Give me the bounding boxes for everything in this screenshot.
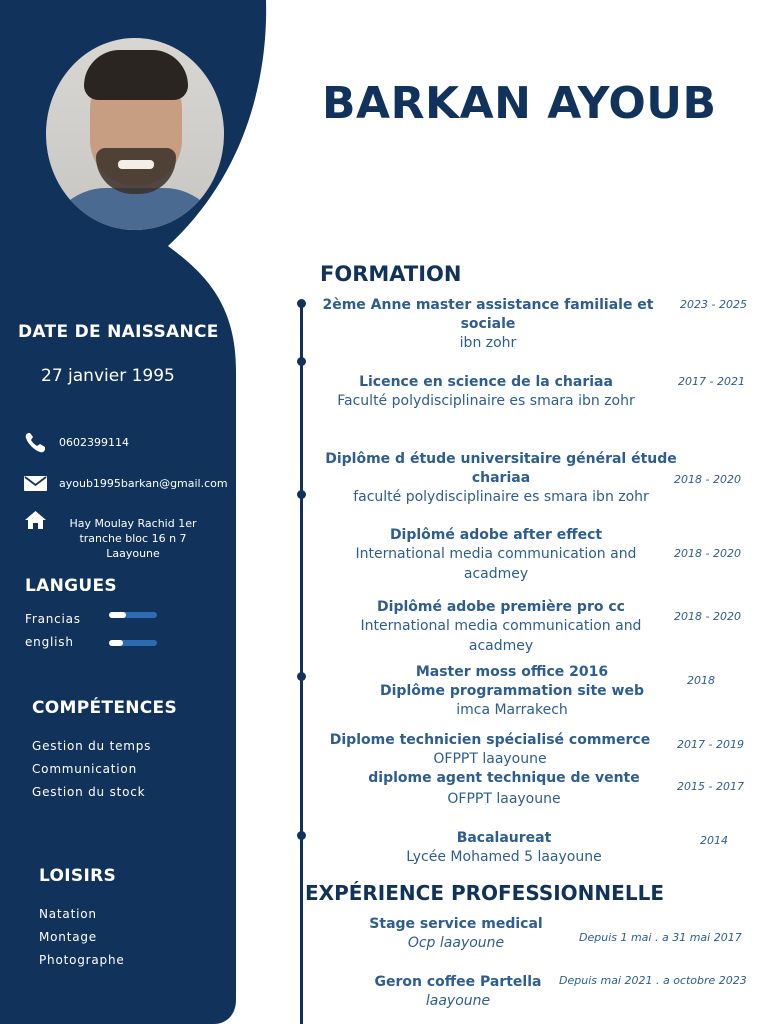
- entry-title: Diplôme programmation site web: [380, 683, 644, 699]
- entry-subtitle: International media communication and: [360, 618, 642, 634]
- formation-entry: [316, 526, 676, 584]
- entry-title: Diplome technicien spécialisé commerce: [329, 732, 651, 748]
- entry-date: Depuis mai 2021 . a octobre 2023: [559, 974, 747, 987]
- formation-entry: [324, 769, 684, 810]
- entry-title: Diplôme d étude universitaire général étude: [325, 451, 677, 467]
- address-line1: Hay Moulay Rachid 1er: [69, 517, 197, 530]
- entry-subtitle: OFPPT laayoune: [433, 751, 547, 767]
- entry-date: 2018 - 2020: [674, 473, 741, 486]
- email-address: ayoub1995barkan@gmail.com: [59, 477, 228, 490]
- language-bar-french: [109, 612, 157, 618]
- entry-subtitle: Ocp laayoune: [407, 935, 505, 951]
- entry-subtitle: Lycée Mohamed 5 laayoune: [406, 849, 602, 865]
- home-icon: [24, 510, 47, 530]
- hobbies-heading: LOISIRS: [39, 866, 117, 886]
- entry-date: 2018: [687, 674, 715, 687]
- skill-item: Communication: [32, 762, 137, 776]
- entry-date: 2017 - 2019: [677, 738, 744, 751]
- birth-heading: DATE DE NAISSANCE: [18, 322, 219, 342]
- formation-entry: [308, 296, 668, 354]
- entry-title: 2ème Anne master assistance familiale et: [322, 297, 654, 313]
- entry-subtitle: Faculté polydisciplinaire es smara ibn zohr: [337, 393, 635, 409]
- timeline-dot: [297, 831, 306, 840]
- formation-entry: [321, 598, 681, 656]
- entry-date: Depuis 1 mai . a 31 mai 2017: [579, 931, 742, 944]
- entry-subtitle: OFPPT laayoune: [447, 791, 561, 807]
- language-label-french: Francias: [25, 612, 81, 626]
- phone-number: 0602399114: [59, 436, 129, 449]
- language-bar-english: [109, 640, 157, 646]
- timeline-line: [300, 300, 303, 1024]
- language-label-english: english: [25, 635, 74, 649]
- entry-subtitle: laayoune: [425, 993, 491, 1009]
- skill-item: Gestion du stock: [32, 785, 146, 799]
- entry-subtitle: acadmey: [463, 565, 529, 582]
- profile-photo: [46, 38, 224, 230]
- entry-title: chariaa: [471, 470, 531, 486]
- entry-date: 2015 - 2017: [677, 780, 744, 793]
- entry-subtitle: acadmey: [468, 637, 534, 654]
- entry-title: Geron coffee Partella: [374, 974, 542, 990]
- entry-subtitle: International media communication and: [355, 546, 637, 562]
- hobby-item: Montage: [39, 930, 97, 944]
- skills-heading: COMPÉTENCES: [32, 698, 177, 718]
- address-line2: tranche bloc 16 n 7: [79, 532, 187, 545]
- entry-title: Bacalaureat: [456, 830, 552, 846]
- candidate-name: BARKAN AYOUB: [322, 78, 717, 129]
- formation-entry: [310, 731, 670, 770]
- entry-title: Licence en science de la chariaa: [359, 374, 613, 390]
- entry-subtitle: ibn zohr: [459, 335, 517, 351]
- skill-item: Gestion du temps: [32, 739, 152, 753]
- entry-subtitle: imca Marrakech: [456, 702, 568, 718]
- entry-title: Diplômé adobe after effect: [389, 527, 603, 543]
- formation-heading: FORMATION: [320, 262, 462, 286]
- timeline-dot: [297, 490, 306, 499]
- timeline-dot: [297, 299, 306, 308]
- entry-date: 2014: [700, 834, 728, 847]
- experience-entry: [306, 915, 606, 954]
- formation-entry: [306, 373, 666, 412]
- entry-date: 2023 - 2025: [680, 298, 747, 311]
- entry-subtitle: faculté polydisciplinaire es smara ibn zohr: [353, 489, 649, 505]
- birth-date: 27 janvier 1995: [41, 366, 175, 386]
- languages-heading: LANGUES: [25, 576, 117, 596]
- entry-title: Diplômé adobe première pro cc: [377, 599, 625, 615]
- entry-title: Master moss office 2016: [415, 664, 609, 680]
- entry-date: 2017 - 2021: [678, 375, 745, 388]
- experience-heading: EXPÉRIENCE PROFESSIONNELLE: [305, 881, 664, 905]
- timeline-dot: [297, 357, 306, 366]
- timeline-dot: [297, 672, 306, 681]
- entry-date: 2018 - 2020: [674, 547, 741, 560]
- entry-title: sociale: [460, 316, 516, 332]
- formation-entry: [332, 663, 692, 721]
- hobby-item: Photographe: [39, 953, 125, 967]
- entry-title: diplome agent technique de vente: [368, 770, 640, 786]
- address-line3: Laayoune: [106, 547, 160, 560]
- formation-entry: [306, 450, 696, 508]
- address: [60, 516, 206, 561]
- email-icon: [24, 476, 47, 491]
- formation-entry: [324, 829, 684, 868]
- phone-icon: [24, 432, 48, 454]
- entry-date: 2018 - 2020: [674, 610, 741, 623]
- hobby-item: Natation: [39, 907, 97, 921]
- entry-title: Stage service medical: [369, 916, 543, 932]
